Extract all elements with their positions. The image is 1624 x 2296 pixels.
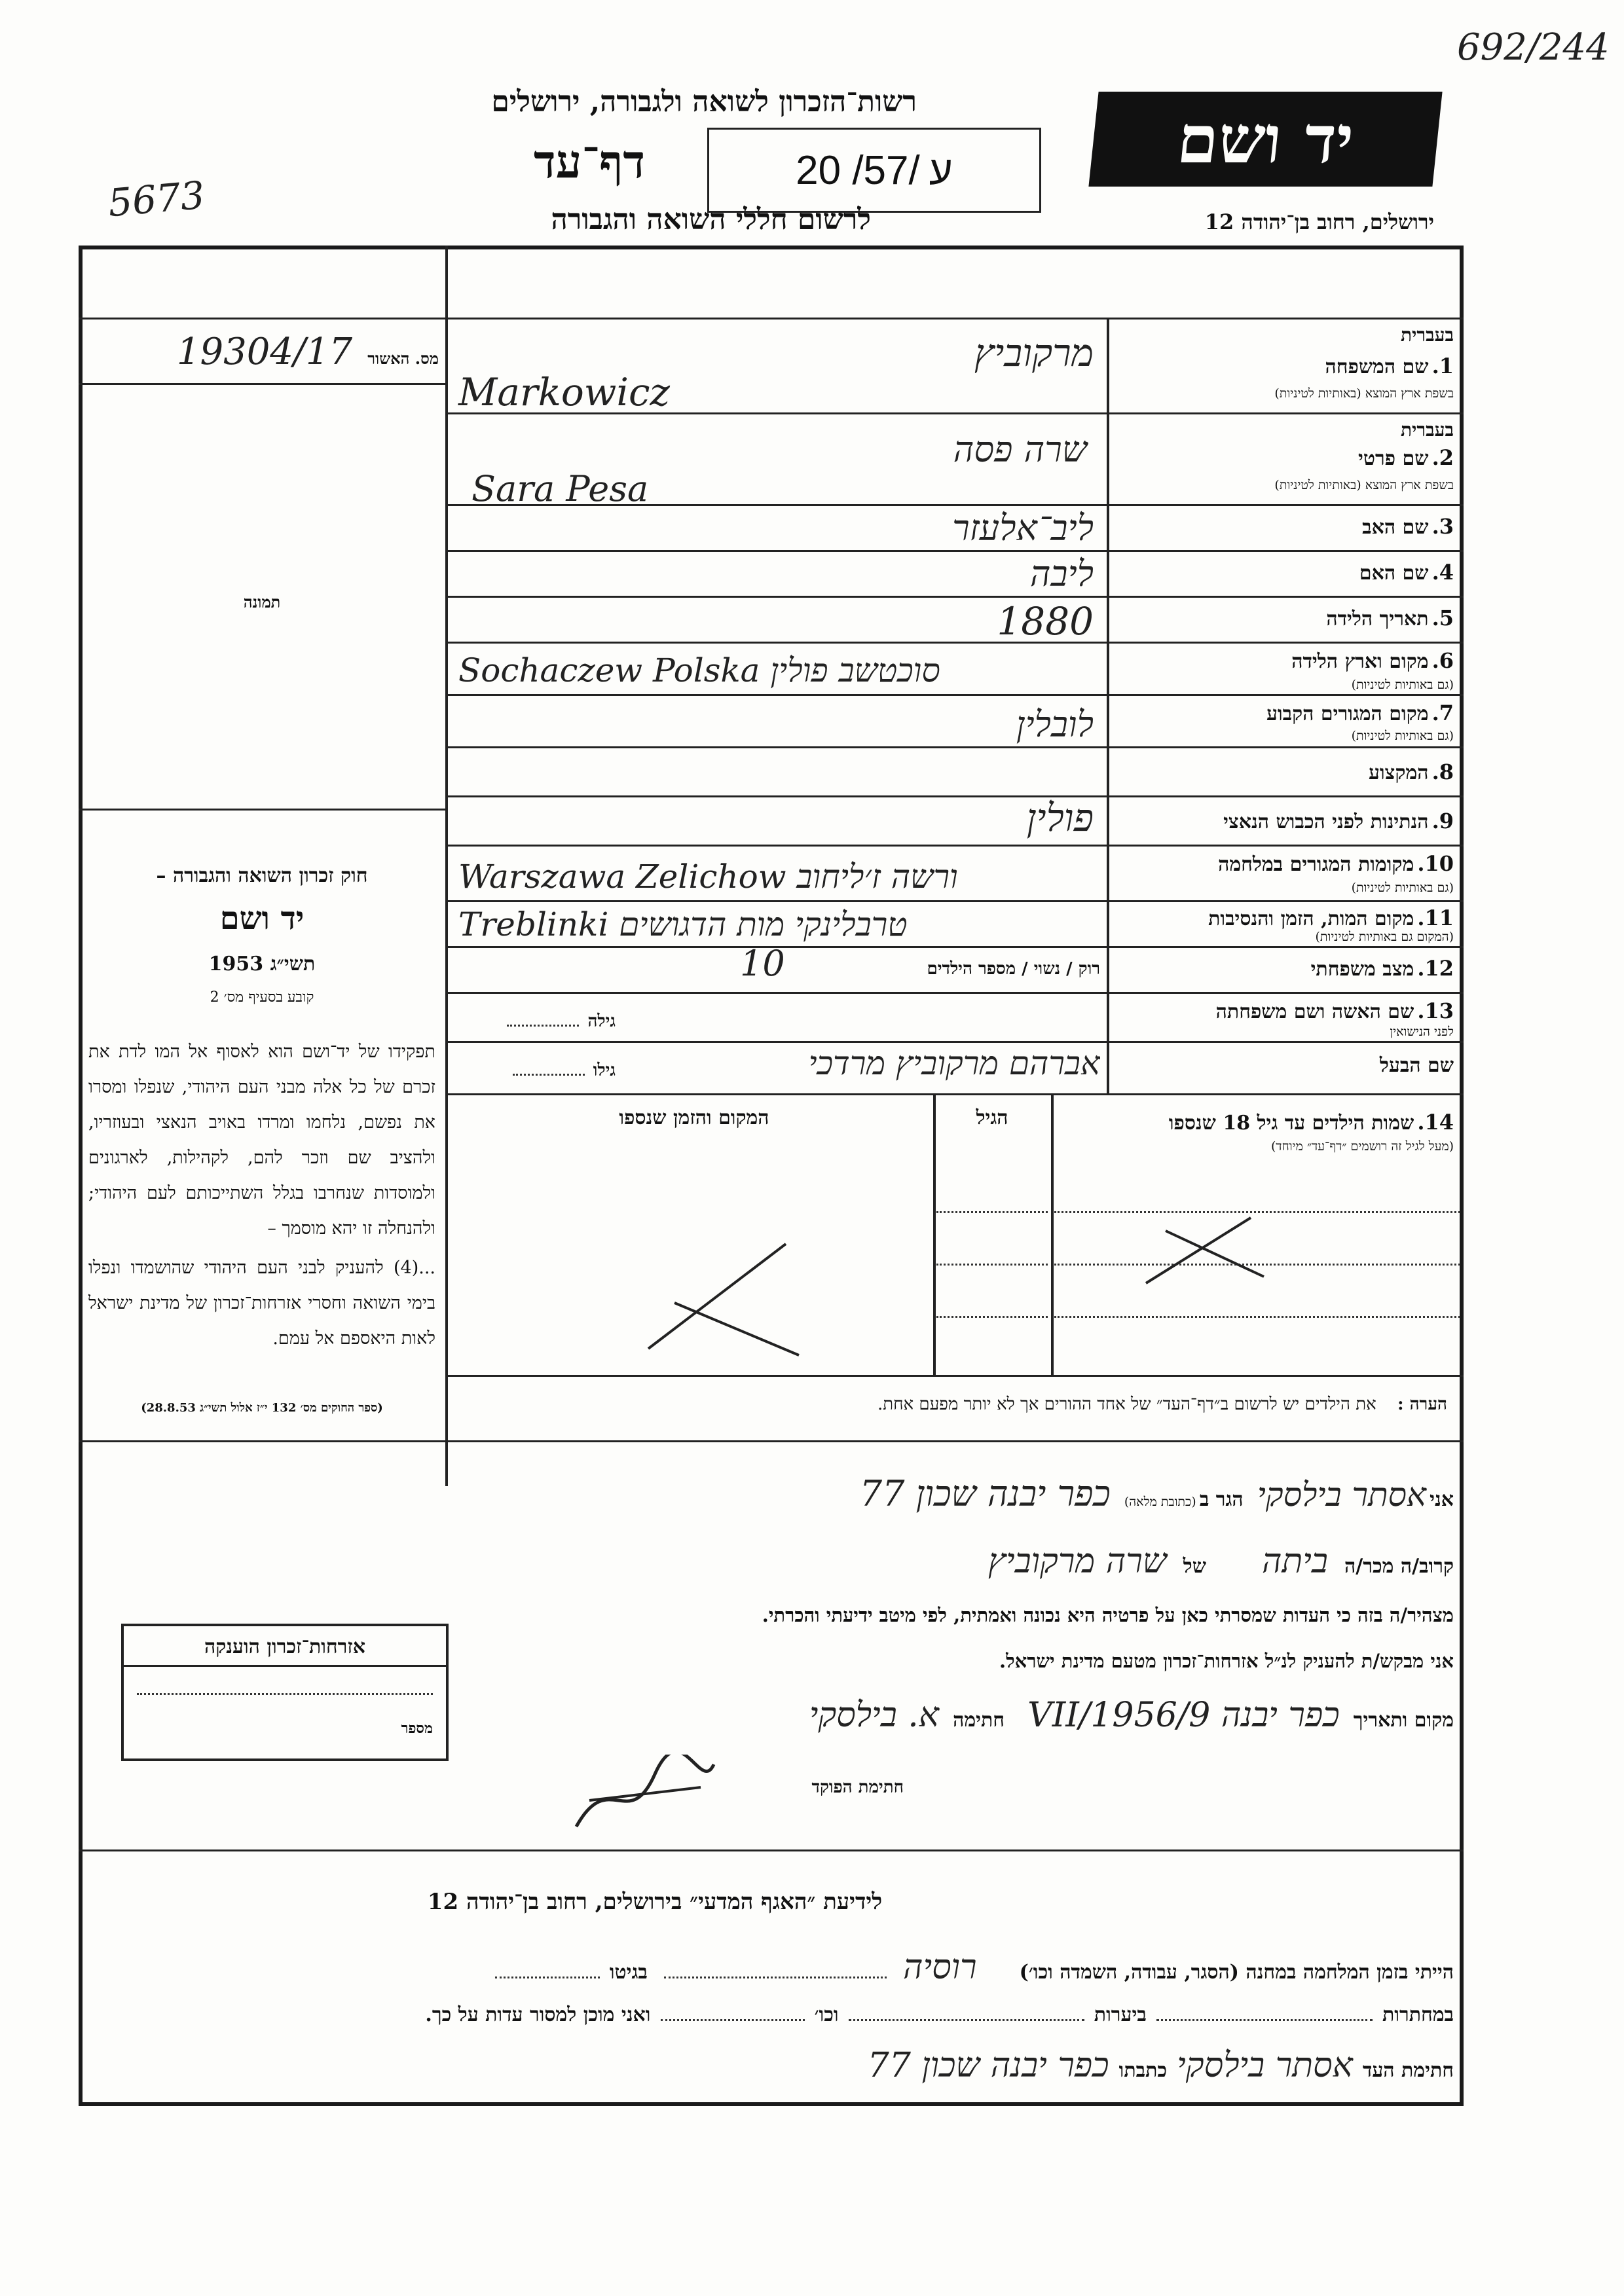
field-1-value-latin: Markowicz: [458, 370, 670, 414]
field-1-sub: בשפת ארץ המוצא (באותיות לטיניות): [1274, 386, 1454, 401]
field-9-label-row: [1120, 809, 1454, 833]
declaration-full-address: (כתובת מלאה): [1124, 1495, 1196, 1509]
field-12-label: מצב משפחתי: [1310, 958, 1414, 981]
children-label: שמות הילדים עד גיל 18 שנספו: [1168, 1112, 1414, 1135]
photo-label: תמונה: [243, 592, 281, 611]
note-label: הערה :: [1397, 1394, 1447, 1414]
children-col-divider: [933, 1093, 936, 1375]
law-text-2: ...(4) להעניק לבני העם היהודי שהושמדו ונפלו בימי השואה וחסרי אזרחות־זכרון של מדינת ישראל לאות היאספם אל עמם.: [88, 1258, 435, 1349]
divider: [445, 550, 1464, 552]
children-col-place: המקום והזמן שנספו: [619, 1106, 769, 1129]
divider: [445, 992, 1464, 994]
divider: [445, 900, 1464, 902]
field-11-sub: (המקום גם באותיות לטיניות): [1315, 930, 1454, 944]
field-13-label-row: [1120, 998, 1454, 1023]
partisans-row: [98, 2003, 1454, 2026]
field-11-label: מקום המות, הזמן והנסיבות: [1208, 907, 1414, 930]
law-title: חוק זכרון השואה והגבורה –: [156, 864, 368, 887]
citizenship-number-label: מספר: [401, 1720, 433, 1737]
law-year: תשי״ג 1953: [208, 953, 316, 975]
relative-value: ביתה: [1262, 1542, 1328, 1581]
partisans-label: במחתרות: [1382, 2003, 1454, 2026]
field-2-value-hebrew: שרה פסה: [953, 429, 1087, 470]
camp-row: [98, 1948, 1454, 1987]
field-10-label: מקומות המגורים במלחמה: [1218, 853, 1414, 876]
field-10-value: Warszawa Zelichow ורשה ז׳ליחוב: [458, 858, 958, 896]
husband-label-row: [1120, 1054, 1454, 1077]
field-6-value: Sochaczew Polska סוכטשב פולין: [458, 651, 940, 689]
field-5-value: 1880: [997, 599, 1094, 644]
field-3-label-row: [1120, 514, 1454, 539]
law-clause: קובע בסעיף מס׳ 2: [210, 989, 314, 1006]
witness-signature-value: אסתר בילסקי: [1177, 2046, 1353, 2085]
children-col-age: הגיל: [976, 1106, 1008, 1129]
field-8-number: 8.: [1431, 759, 1454, 784]
field-2-label: שם פרטי: [1358, 447, 1429, 470]
signature-label: חתימה: [953, 1709, 1005, 1732]
authority-title: רשות־הזכרון לשואה ולגבורה, ירושלים: [491, 85, 917, 118]
declaration-request: אני מבקש/ת להעניק לנ״ל אזרחות־זכרון מטעם מדינת ישראל.: [999, 1650, 1454, 1672]
divider: [79, 318, 1464, 319]
ghetto-blank: [495, 1977, 600, 1978]
field-10-sub: (גם באותיות לטיניות): [1351, 881, 1454, 895]
bottom-title: לידיעת ״האגף המדעי״ בירושלים, רחוב בן־יהודה 12: [427, 1889, 883, 1915]
place-date-value: כפר יבנה 9/VII/1956: [1027, 1696, 1340, 1735]
declaration-of: של: [1183, 1555, 1206, 1578]
stamp-letter: ע: [929, 147, 953, 193]
field-2-label-row: [1120, 445, 1454, 470]
place-date-label: מקום ותאריך: [1353, 1709, 1454, 1732]
corner-number: 692/244: [1457, 26, 1610, 69]
field-13-sub: לפני הנישואין: [1390, 1025, 1454, 1039]
field-1-tag: בעברית: [1400, 324, 1454, 346]
left-panel-divider: [445, 246, 448, 1486]
field-1-value-hebrew: מרקוביץ: [974, 331, 1094, 375]
divider: [79, 1440, 1464, 1442]
field-1-number: 1.: [1431, 354, 1454, 378]
children-label-row: [1061, 1110, 1454, 1135]
stamp-number: 20 /57/: [796, 147, 920, 193]
divider: [79, 1850, 1464, 1851]
field-7-sub: (גם באותיות לטיניות): [1351, 729, 1454, 743]
law-source: (ספר החוקים מס׳ 132 י״ז אלול תשי״ג 28.8.53): [141, 1401, 383, 1415]
field-2-number: 2.: [1431, 445, 1454, 470]
divider: [445, 596, 1464, 598]
declaration-residing: הגר ב: [1199, 1488, 1244, 1511]
citizenship-box: [121, 1624, 449, 1761]
divider: [445, 845, 1464, 847]
field-11-number: 11.: [1417, 905, 1454, 930]
citizenship-blank-line: [137, 1693, 433, 1695]
note-row: [458, 1394, 1447, 1414]
field-9-value: פולין: [1026, 795, 1094, 840]
ready-label: ואני מוכן למסור עדות על כך.: [425, 2003, 651, 2026]
field-9-number: 9.: [1431, 809, 1454, 833]
form-title: דף־עד: [533, 134, 645, 189]
field-13-age-blank: [507, 1025, 579, 1027]
witness-signature-label: חתימת העד: [1362, 2059, 1454, 2082]
divider: [445, 1041, 1464, 1043]
citizenship-number-row: [137, 1720, 433, 1737]
law-name: יד ושם: [219, 900, 304, 937]
field-3-number: 3.: [1431, 514, 1454, 539]
children-number: 14.: [1417, 1110, 1454, 1135]
children-sub: (מעל לגיל זה רושמים ״דף־עד״ מיוחד): [1271, 1139, 1454, 1154]
handwritten-file-number: 5673: [106, 172, 207, 226]
field-6-label: מקום וארץ הלידה: [1291, 650, 1429, 673]
header-address: ירושלים, רחוב בן־יהודה 12: [1204, 210, 1434, 234]
etc-blank: [661, 2019, 805, 2021]
husband-age-row: [471, 1061, 616, 1080]
registration-stamp: [707, 128, 1041, 213]
divider: [445, 694, 1464, 696]
field-5-label-row: [1120, 606, 1454, 630]
divider: [79, 809, 445, 811]
approval-value: 19304/17: [176, 331, 353, 373]
field-7-number: 7.: [1431, 701, 1454, 725]
field-11-label-row: [1120, 905, 1454, 930]
field-13-label: שם האשה ושם משפחתה: [1215, 1000, 1414, 1023]
of-value: שרה מרקוביץ: [987, 1542, 1167, 1581]
place-date-row: [458, 1696, 1454, 1735]
cross-out-mark: [635, 1231, 805, 1362]
field-4-label: שם האם: [1359, 562, 1429, 585]
children-row-line: [936, 1211, 1048, 1213]
field-13-age-row: [471, 1011, 616, 1031]
declaration-statement: מצהיר/ה בזה כי העדות שמסרתי כאן על פרטיה היא נכונה ואמתית, לפי מיטב ידיעתי והכרתי.: [762, 1604, 1454, 1626]
field-4-label-row: [1120, 560, 1454, 585]
law-text: תפקידו של יד־ושם הוא לאסוף אל המו לדת את זכרם של כל אלה מבני העם היהודי, שנפלו ומסרו את נפשם, נלחמו ומרדו באויב הנאצי ובעוזריו, ולהציב שם וזכר להם, לקהילות, לארגונים ולמוסדות שנחרבו בגלל השתייכותם לעם היהודי; ולהנחלה זו יהא מוסמך –: [88, 1042, 435, 1239]
children-row-line: [936, 1264, 1048, 1266]
field-10-label-row: [1120, 851, 1454, 876]
note-text: את הילדים יש לרשום ב״דף־העד״ של אחד ההורים אך לא יותר מפעם אחת.: [877, 1394, 1376, 1414]
field-11-value: Treblinki טרבלינקי מות הדגושים: [458, 905, 908, 943]
divider: [445, 746, 1464, 748]
approval-label: מס. האשור: [367, 349, 439, 368]
officer-signature-mark: [570, 1755, 720, 1840]
field-8-label: המקצוע: [1369, 761, 1429, 784]
field-9-label: הנתינות לפני הכבוש הנאצי: [1223, 811, 1429, 833]
camp-label: הייתי בזמן המלחמה במחנה (הסגר, עבודה, השמדה וכו׳): [1019, 1961, 1454, 1984]
children-row-line: [1054, 1316, 1460, 1318]
field-6-sub: (גם באותיות לטיניות): [1351, 678, 1454, 692]
approval-row: [92, 331, 439, 373]
field-7-value: לובלין: [1016, 704, 1094, 745]
field-7-label-row: [1120, 701, 1454, 725]
camp-blank: [664, 1977, 887, 1978]
husband-value: אברהם מרקוביץ מרדכי: [808, 1044, 1100, 1082]
field-2-value-latin: Sara Pesa: [471, 468, 649, 509]
field-4-value: ליבה: [1029, 553, 1094, 594]
field-10-number: 10.: [1417, 851, 1454, 876]
partisans-blank: [1156, 2019, 1373, 2021]
form-subtitle: לרשום חללי השואה והגבורה: [551, 203, 871, 236]
field-3-label: שם האב: [1362, 516, 1429, 539]
divider: [445, 946, 1464, 948]
witness-address-label: כתבתו: [1118, 2059, 1168, 2082]
etc-label: וכו׳: [814, 2003, 839, 2026]
field-2-tag: בעברית: [1400, 419, 1454, 441]
field-1-label: שם המשפחה: [1325, 355, 1429, 378]
field-4-number: 4.: [1431, 560, 1454, 585]
field-2-sub: בשפת ארץ המוצא (באותיות לטיניות): [1274, 478, 1454, 492]
husband-label: שם הבעל: [1379, 1054, 1454, 1077]
field-12-value: 10: [740, 943, 785, 984]
witness-address-value: כפר יבנה שכון 77: [867, 2046, 1109, 2085]
field-6-number: 6.: [1431, 648, 1454, 673]
field-13-age-label: גילה: [587, 1011, 616, 1031]
cross-out-mark: [1139, 1205, 1270, 1296]
divider: [79, 383, 445, 385]
children-row-line: [936, 1316, 1048, 1318]
witness-signature-row: [458, 2046, 1454, 2085]
field-5-label: תאריך הלידה: [1326, 608, 1429, 630]
field-12-label-row: [1120, 956, 1454, 981]
declaration-name: אסתר בילסקי: [1257, 1476, 1427, 1514]
camp-value: רוסיה: [903, 1948, 977, 1987]
forests-label: ביערות: [1094, 2003, 1147, 2026]
field-12-number: 12.: [1417, 956, 1454, 981]
field-1-label-row: [1120, 354, 1454, 378]
field-12-marital-options: רוק / נשוי / מספר הילדים: [927, 959, 1100, 979]
forests-blank: [849, 2019, 1084, 2021]
in-ghetto-label: בגיטו: [609, 1961, 648, 1984]
yad-vashem-logo: יד ושם: [1088, 92, 1442, 187]
divider: [445, 1093, 1464, 1095]
field-5-number: 5.: [1431, 606, 1454, 630]
children-col-divider: [1051, 1093, 1054, 1375]
citizenship-title: אזרחות־זכרון הוענקה: [124, 1626, 446, 1667]
field-8-label-row: [1120, 759, 1454, 784]
declaration-line-1: [458, 1473, 1454, 1514]
husband-age-label: גילו: [593, 1061, 616, 1080]
officer-signature-label: חתימת הפוקד: [811, 1777, 904, 1797]
relative-label: קרוב/ה מכר/ה: [1344, 1555, 1454, 1578]
declaration-i-label: אני: [1430, 1488, 1454, 1511]
declaration-line-2: [458, 1542, 1454, 1581]
field-3-value: ליב־אלעזר: [952, 507, 1094, 549]
field-13-number: 13.: [1417, 998, 1454, 1023]
divider: [445, 1375, 1464, 1377]
field-7-label: מקום המגורים הקבוע: [1266, 702, 1429, 725]
signature-value: א. בילסקי: [809, 1696, 940, 1735]
husband-age-blank: [513, 1074, 585, 1076]
divider: [1107, 412, 1464, 414]
declaration-address: כפר יבנה שכון 77: [859, 1473, 1111, 1514]
label-column-divider: [1107, 318, 1109, 1093]
field-6-label-row: [1120, 648, 1454, 673]
